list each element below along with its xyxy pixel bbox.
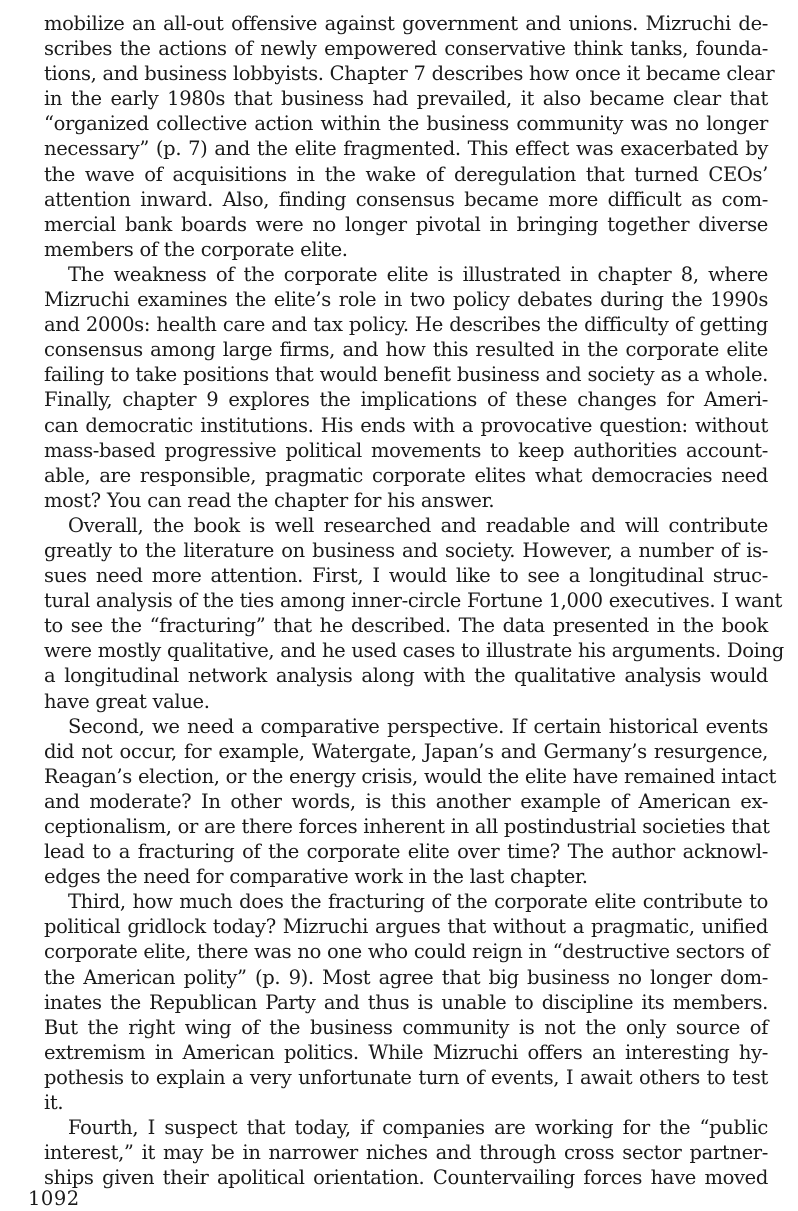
document-page [44, 11, 784, 1190]
paragraph [44, 1115, 768, 1190]
paragraph [44, 513, 784, 714]
text-line: ships given their apolitical orientation. Countervailing forces have moved [44, 1166, 768, 1190]
text-line: attention inward. Also, finding consensus became more difficult as com- [44, 187, 768, 211]
text-line: edges the need for comparative work in the last chapter. [44, 865, 588, 889]
text-line: it. [44, 1091, 64, 1115]
text-line: and moderate? In other words, is this another example of American ex- [44, 789, 768, 813]
paragraph [44, 889, 768, 1115]
text-line: Third, how much does the fracturing of the corporate elite contribute to [68, 890, 768, 914]
text-line: most? You can read the chapter for his answer. [44, 488, 495, 512]
text-line: were mostly qualitative, and he used cases to illustrate his arguments. Doing [44, 639, 784, 663]
text-line: interest,” it may be in narrower niches and through cross sector partner- [44, 1141, 768, 1165]
text-line: Overall, the book is well researched and readable and will contribute [68, 513, 768, 537]
text-line: failing to take positions that would benefit business and society as a whole. [44, 363, 768, 387]
paragraph [44, 11, 775, 262]
page-number: 1092 [28, 1187, 80, 1210]
text-line: But the right wing of the business community is not the only source of [44, 1015, 768, 1039]
text-line: the wave of acquisitions in the wake of deregulation that turned CEOs’ [44, 162, 768, 186]
text-line: necessary” (p. 7) and the elite fragmented. This effect was exacerbated by [44, 137, 768, 161]
text-line: have great value. [44, 689, 210, 713]
text-line: and 2000s: health care and tax policy. He describes the difficulty of getting [44, 313, 768, 337]
text-line: Reagan’s election, or the energy crisis, would the elite have remained intact [44, 764, 776, 788]
text-line: mass-based progressive political movements to keep authorities account- [44, 438, 768, 462]
text-line: can democratic institutions. His ends with a provocative question: without [44, 413, 768, 437]
text-line: the American polity” (p. 9). Most agree that big business no longer dom- [44, 965, 768, 989]
text-line: inates the Republican Party and thus is unable to discipline its members. [44, 990, 768, 1014]
text-line: lead to a fracturing of the corporate elite over time? The author acknowl- [44, 840, 768, 864]
text-line: able, are responsible, pragmatic corporate elites what democracies need [44, 463, 768, 487]
text-line: to see the “fracturing” that he described. The data presented in the book [44, 614, 768, 638]
text-line: Mizruchi examines the elite’s role in two policy debates during the 1990s [44, 288, 768, 312]
text-line: “organized collective action within the business community was no longer [44, 112, 768, 136]
text-line: mobilize an all-out offensive against government and unions. Mizruchi de- [44, 12, 768, 35]
text-line: a longitudinal network analysis along with the qualitative analysis would [44, 664, 768, 688]
text-line: Fourth, I suspect that today, if companies are working for the “public [68, 1116, 768, 1140]
text-line: mercial bank boards were no longer pivotal in bringing together diverse [44, 212, 768, 236]
text-line: political gridlock today? Mizruchi argues that without a pragmatic, unified [44, 915, 768, 939]
text-line: in the early 1980s that business had prevailed, it also became clear that [44, 87, 768, 111]
paragraph [44, 262, 768, 513]
text-line: tural analysis of the ties among inner-circle Fortune 1,000 executives. I want [44, 589, 783, 613]
text-line: Second, we need a comparative perspective. If certain historical events [68, 714, 768, 738]
text-line: greatly to the literature on business and society. However, a number of is- [44, 538, 768, 562]
text-line: pothesis to explain a very unfortunate turn of events, I await others to test [44, 1065, 768, 1089]
text-line: extremism in American politics. While Mizruchi offers an interesting hy- [44, 1040, 768, 1064]
text-line: sues need more attention. First, I would like to see a longitudinal struc- [44, 564, 768, 588]
text-line: Finally, chapter 9 explores the implications of these changes for Ameri- [44, 388, 768, 412]
text-line: did not occur, for example, Watergate, Japan’s and Germany’s resurgence, [44, 739, 768, 763]
text-line: members of the corporate elite. [44, 237, 348, 261]
text-line: scribes the actions of newly empowered conservative think tanks, founda- [44, 37, 768, 61]
text-line: corporate elite, there was no one who could reign in “destructive sectors of [44, 940, 770, 964]
text-line: ceptionalism, or are there forces inherent in all postindustrial societies that [44, 815, 770, 838]
text-line: The weakness of the corporate elite is illustrated in chapter 8, where [68, 262, 768, 286]
paragraph [44, 714, 776, 890]
text-line: consensus among large firms, and how this resulted in the corporate elite [44, 338, 768, 362]
text-line: tions, and business lobbyists. Chapter 7 describes how once it became clear [44, 62, 775, 86]
